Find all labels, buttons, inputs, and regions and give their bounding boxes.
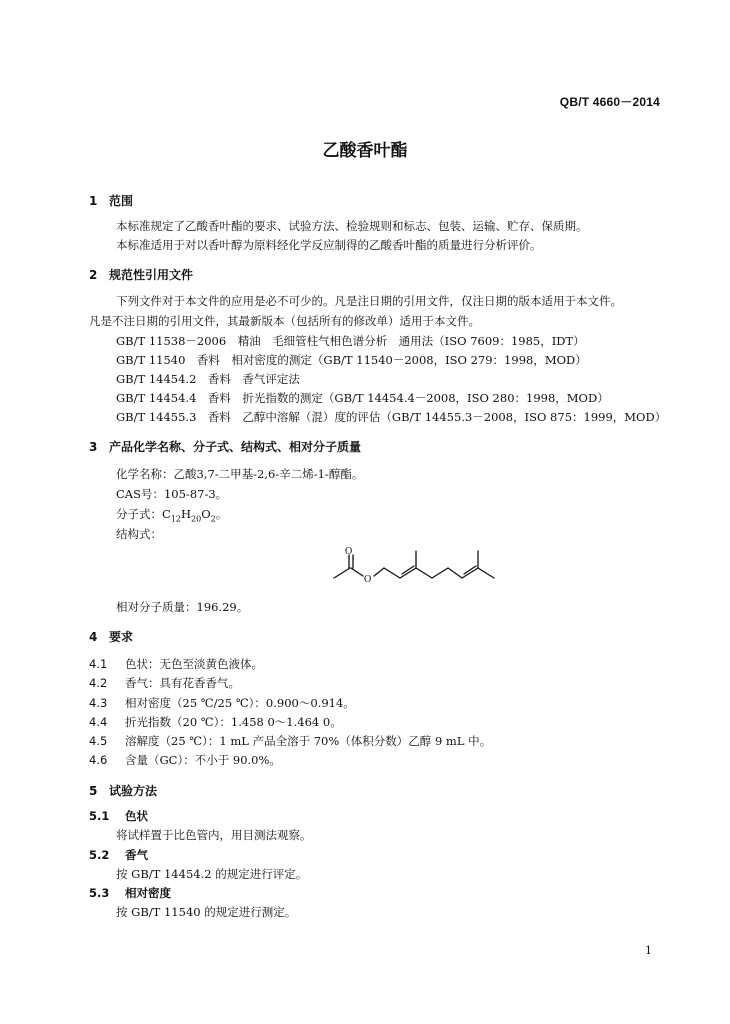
paragraph: 将试样置于比色管内，用目测法观察。	[116, 828, 312, 842]
formula-subscript: 20	[191, 514, 202, 524]
paragraph: 凡是不注日期的引用文件，其最新版本（包括所有的修改单）适用于本文件。	[89, 314, 480, 328]
bond	[416, 568, 432, 578]
section-1-heading	[89, 192, 133, 209]
section-2-heading	[89, 266, 193, 283]
paragraph: 本标准适用于对以香叶醇为原料经化学反应制得的乙酸香叶酯的质量进行分析评价。	[116, 238, 542, 252]
formula-subscript: 2	[210, 514, 216, 524]
subsection-number: 5.1	[89, 809, 110, 823]
bond	[334, 568, 350, 578]
requirement-item	[89, 675, 240, 691]
subsection-heading	[89, 885, 171, 901]
bond	[374, 568, 384, 576]
structural-formula-diagram	[330, 546, 500, 592]
section-number: 2	[89, 268, 98, 282]
requirement-item	[89, 656, 263, 672]
molecular-formula	[116, 506, 227, 523]
paragraph: 按 GB/T 14454.2 的规定进行评定。	[116, 867, 308, 881]
section-4-heading	[89, 628, 133, 645]
requirement-item	[89, 695, 355, 711]
item-text: 含量（GC）：不小于 90.0%。	[125, 753, 281, 767]
formula-element: H	[181, 507, 192, 521]
reference-item: GB/T 11540 香料 相对密度的测定（GB/T 11540－2008，ISO 279：1998，MOD）	[116, 353, 587, 367]
bond	[384, 568, 400, 578]
formula-element: C	[162, 507, 171, 521]
bond	[448, 568, 462, 578]
subsection-heading	[89, 847, 148, 863]
item-number: 4.5	[89, 734, 108, 748]
formula-label: 分子式：	[116, 507, 162, 521]
section-title: 规范性引用文件	[109, 268, 194, 282]
paragraph: 本标准规定了乙酸香叶酯的要求、试验方法、检验规则和标志、包装、运输、贮存、保质期。	[116, 219, 588, 233]
item-text: 色状：无色至淡黄色液体。	[125, 657, 263, 671]
item-number: 4.1	[89, 657, 108, 671]
subsection-title: 香气	[125, 848, 148, 862]
requirement-item	[89, 714, 342, 730]
chemical-name: 化学名称：乙酸3,7-二甲基-2,6-辛二烯-1-醇酯。	[116, 467, 364, 481]
oxygen-atom-label: O	[345, 546, 353, 557]
bond	[478, 568, 494, 578]
section-5-heading	[89, 782, 157, 799]
page-title: 乙酸香叶酯	[322, 141, 408, 161]
subsection-title: 相对密度	[125, 886, 171, 900]
paragraph: 下列文件对于本文件的应用是必不可少的。凡是注日期的引用文件，仅注日期的版本适用于本文件。	[116, 294, 622, 308]
item-text: 溶解度（25 ℃）：1 mL 产品全溶于 70%（体积分数）乙醇 9 mL 中。	[125, 734, 492, 748]
oxygen-atom-label: O	[364, 574, 372, 585]
section-title: 试验方法	[109, 784, 158, 798]
structure-label: 结构式：	[116, 527, 162, 541]
item-text: 折光指数（20 ℃）：1.458 0～1.464 0。	[125, 715, 342, 729]
formula-element: O	[201, 507, 211, 521]
subsection-number: 5.2	[89, 848, 110, 862]
paragraph: 按 GB/T 11540 的规定进行测定。	[116, 905, 297, 919]
section-number: 4	[89, 630, 98, 644]
section-title: 产品化学名称、分子式、结构式、相对分子质量	[109, 440, 362, 454]
section-title: 要求	[109, 630, 134, 644]
bond	[351, 568, 363, 576]
section-number: 5	[89, 784, 98, 798]
item-number: 4.3	[89, 696, 108, 710]
section-title: 范围	[109, 194, 134, 208]
section-3-heading	[89, 438, 361, 455]
reference-item: GB/T 14454.2 香料 香气评定法	[116, 372, 300, 386]
bond	[432, 568, 448, 578]
item-number: 4.2	[89, 676, 108, 690]
molecular-weight: 相对分子质量：196.29。	[116, 600, 249, 614]
subsection-number: 5.3	[89, 886, 110, 900]
subsection-title: 色状	[125, 809, 148, 823]
item-number: 4.6	[89, 753, 108, 767]
standard-code: QB/T 4660－2014	[559, 95, 660, 109]
section-number: 3	[89, 440, 98, 454]
subsection-heading	[89, 808, 148, 824]
reference-item: GB/T 14454.4 香料 折光指数的测定（GB/T 14454.4－2008，ISO 280：1998，MOD）	[116, 391, 609, 405]
formula-subscript: 12	[170, 514, 181, 524]
item-text: 相对密度（25 ℃/25 ℃）：0.900～0.914。	[125, 696, 355, 710]
reference-item: GB/T 11538－2006 精油 毛细管柱气相色谱分析 通用法（ISO 7609：1985，IDT）	[116, 334, 585, 348]
requirement-item	[89, 752, 281, 768]
page-number: 1	[645, 944, 652, 957]
item-number: 4.4	[89, 715, 108, 729]
requirement-item	[89, 733, 491, 749]
cas-number: CAS号：105-87-3。	[116, 487, 228, 501]
section-number: 1	[89, 194, 98, 208]
item-text: 香气：具有花香香气。	[125, 676, 240, 690]
formula-end: 。	[215, 507, 228, 521]
reference-item: GB/T 14455.3 香料 乙醇中溶解（混）度的评估（GB/T 14455.3－2008，ISO 875：1999，MOD）	[116, 410, 667, 424]
